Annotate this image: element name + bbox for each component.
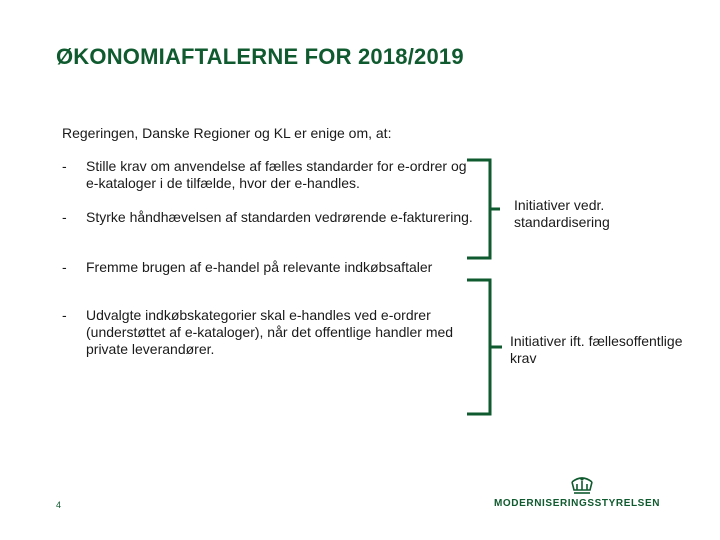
bracket-faellesoffentlige xyxy=(467,280,502,414)
grouping-brackets xyxy=(460,150,520,425)
bullet-dash: - xyxy=(62,259,67,275)
logo-text: MODERNISERINGSSTYRELSEN xyxy=(494,498,661,509)
crown-icon xyxy=(566,476,598,498)
page-number: 4 xyxy=(56,500,62,510)
slide-title: ØKONOMIAFTALERNE FOR 2018/2019 xyxy=(56,44,464,69)
bullet-text: Stille krav om anvendelse af fælles standarder for e-ordrer og e-kataloger i de tilfælde, hvor der e-handles. xyxy=(86,158,467,191)
group-label-faellesoffentlige: Initiativer ift. fællesoffentlige krav xyxy=(510,333,683,366)
group-label-standardisering: Initiativer vedr. standardisering xyxy=(514,197,610,230)
bullet-text: Styrke håndhævelsen af standarden vedrørende e-fakturering. xyxy=(86,209,473,225)
bullet-text: Fremme brugen af e-handel på relevante indkøbsaftaler xyxy=(86,259,433,275)
bullet-text: Udvalgte indkøbskategorier skal e-handles ved e-ordrer (understøttet af e-kataloger), når det offentlige handler med private leverandører. xyxy=(86,307,454,357)
bullet-dash: - xyxy=(62,209,67,225)
intro-text: Regeringen, Danske Regioner og KL er enige om, at: xyxy=(62,125,392,141)
moderniseringsstyrelsen-logo xyxy=(494,476,669,516)
bracket-standardisering xyxy=(467,160,500,258)
bullet-dash: - xyxy=(62,158,67,174)
bullet-dash: - xyxy=(62,307,67,323)
